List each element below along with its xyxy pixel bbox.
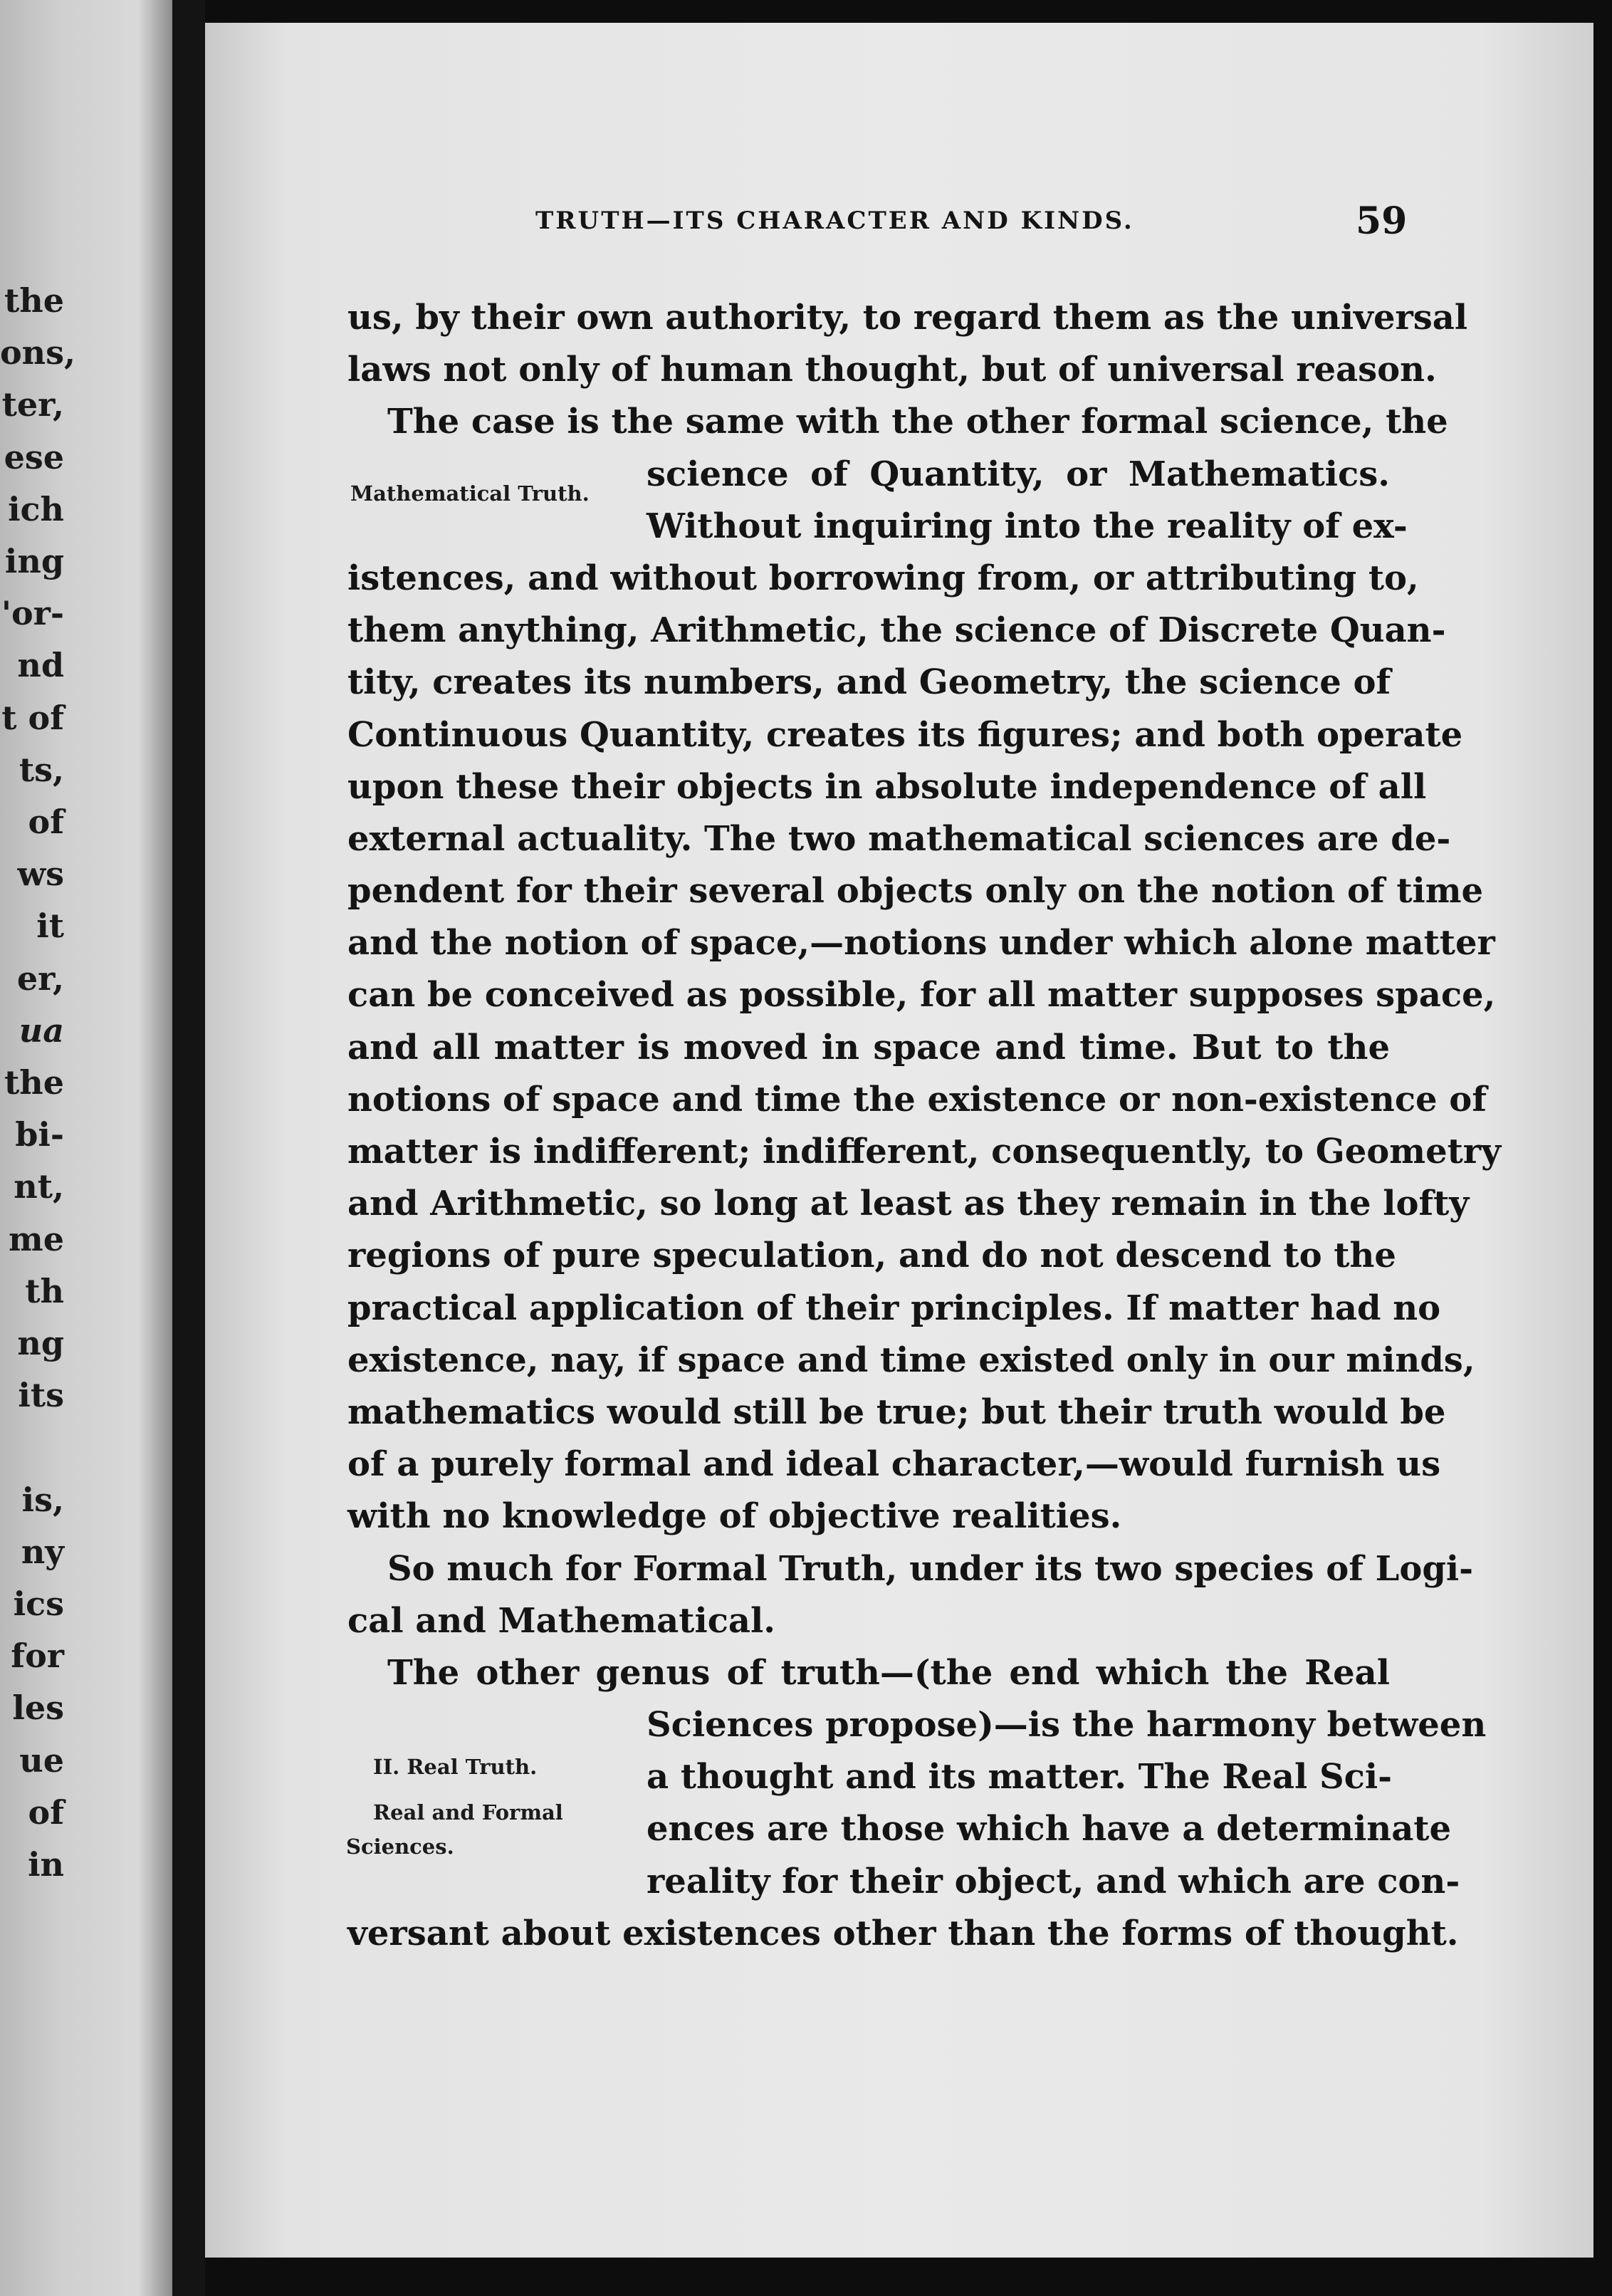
text-line: Sciences propose)—is the harmony between [647,1705,1487,1746]
text-line: The case is the same with the other formal science, the [387,402,1448,442]
left-fragment: me [9,1219,64,1258]
side-note-sciences: Sciences. [346,1835,454,1859]
text-line: mathematics would still be true; but their truth would be [347,1392,1446,1432]
side-note-real-and-formal: Real and Formal [373,1800,563,1825]
text-line: ences are those which have a determinate [647,1809,1452,1849]
text-line: and all matter is moved in space and time. But to the [347,1027,1390,1068]
left-fragment: les [12,1689,64,1728]
text-line: Without inquiring into the reality of ex- [647,506,1408,546]
text-line: can be conceived as possible, for all matter supposes space, [347,975,1496,1016]
text-line: a thought and its matter. The Real Sci- [647,1757,1393,1797]
side-note-real-truth: II. Real Truth. [373,1755,538,1779]
left-fragment: ts, [19,750,64,789]
text-line: and Arithmetic, so long at least as they remain in the lofty [347,1184,1470,1224]
left-fragment: for [11,1637,64,1676]
text-line: with no knowledge of objective realities. [347,1496,1122,1537]
left-fragment: of [28,803,64,842]
left-fragment: ons, [0,333,76,372]
left-fragment: ny [21,1532,64,1571]
text-line: practical application of their principles. If matter had no [347,1288,1441,1328]
left-fragment: t of [1,698,64,737]
left-fragment: bi- [15,1115,64,1154]
text-line: notions of space and time the existence or non-existence of [347,1079,1487,1120]
text-line: them anything, Arithmetic, the science of Discrete Quan- [347,610,1446,651]
left-fragment: th [25,1271,64,1310]
left-fragment: ich [8,489,64,528]
body-text [347,292,1501,1960]
left-fragment: ws [17,855,64,894]
text-line: laws not only of human thought, but of universal reason. [347,350,1437,390]
page-number: 59 [1356,199,1408,243]
text-line: So much for Formal Truth, under its two species of Logi- [387,1548,1474,1589]
side-note-mathematical-truth: Mathematical Truth. [350,481,590,506]
left-fragment: ter, [1,385,64,424]
text-line: matter is indifferent; indifferent, consequently, to Geometry [347,1132,1501,1172]
left-fragment: ua [19,1011,64,1050]
left-fragment: ese [4,437,64,476]
text-line: regions of pure speculation, and do not descend to the [347,1236,1396,1276]
left-fragment-gap [0,1421,64,1473]
text-line: us, by their own authority, to regard them as the universal [347,298,1468,338]
left-fragment: in [28,1845,64,1884]
text-line: cal and Mathematical. [347,1600,775,1641]
left-fragment: ue [19,1741,64,1780]
left-fragment: the [4,281,64,320]
text-line: reality for their object, and which are con- [647,1861,1460,1901]
text-line: science of Quantity, or Mathematics. [647,454,1390,494]
left-fragment: its [18,1376,64,1415]
left-fragment: ng [17,1324,64,1363]
text-line: tity, creates its numbers, and Geometry, the science of [347,662,1391,703]
left-fragment: it [36,907,64,946]
left-fragment: nt, [14,1167,64,1206]
left-fragment: is, [21,1480,64,1519]
left-fragment: the [4,1063,64,1102]
book-gutter [172,0,205,2296]
left-fragment: ing [4,542,64,581]
text-line: upon these their objects in absolute independence of all [347,766,1427,807]
text-line: external actuality. The two mathematical sciences are de- [347,818,1451,859]
left-fragment: of [28,1793,64,1832]
text-line: versant about existences other than the forms of thought. [347,1913,1459,1953]
text-line: existence, nay, if space and time existed only in our minds, [347,1340,1475,1380]
text-line: The other genus of truth—(the end which the Real [387,1652,1390,1693]
left-fragment: ics [13,1585,64,1624]
text-line: Continuous Quantity, creates its figures; and both operate [347,714,1463,755]
text-line: of a purely formal and ideal character,—would furnish us [347,1444,1441,1485]
left-fragment: 'or- [1,594,64,633]
left-page-fragments [0,275,76,1891]
left-page-edge [0,0,172,2296]
text-line: istences, and without borrowing from, or attributing to, [347,558,1419,598]
left-fragment: nd [17,646,64,685]
text-line: and the notion of space,—notions under which alone matter [347,923,1495,964]
running-head: TRUTH—ITS CHARACTER AND KINDS. [535,207,1134,235]
left-fragment: er, [16,959,64,998]
text-line: pendent for their several objects only on the notion of time [347,871,1484,912]
